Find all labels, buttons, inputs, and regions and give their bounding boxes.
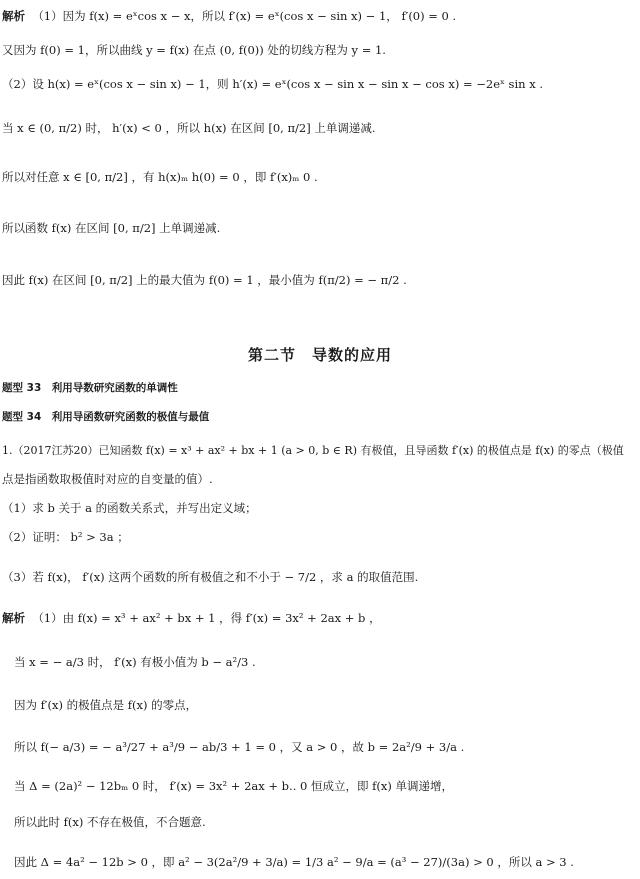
text-line: 所以函数 f(x) 在区间 [0, π/2] 上单调递减. xyxy=(2,221,221,235)
solution-text: （1）由 f(x) = x³ + ax² + bx + 1 ，得 f′(x) = 3x² + 2ax + b ， xyxy=(32,611,381,625)
text-line: 当 x = − a/3 时， f′(x) 有极小值为 b − a²/3 . xyxy=(14,655,256,669)
solution-label: 解析 xyxy=(2,611,25,625)
solution-text: （1）因为 f(x) = eˣcos x − x，所以 f′(x) = eˣ(cos x − sin x) − 1， f′(0) = 0 . xyxy=(32,9,457,23)
text-line: 当 Δ = (2a)² − 12bₘ 0 时， f′(x) = 3x² + 2ax + b.. 0 恒成立，即 f(x) 单调递增， xyxy=(14,779,454,793)
text-line: 因此 Δ = 4a² − 12b > 0 ，即 a² − 3(2a²/9 + 3/a) = 1/3 a² − 9/a = (a³ − 27)/(3a) > 0 ，所以 a > 3 . xyxy=(14,855,574,869)
topic-heading: 题型 33 利用导数研究函数的单调性 xyxy=(2,382,178,394)
text-line: 因为 f′(x) 的极值点是 f(x) 的零点， xyxy=(14,698,198,712)
text-line: 因此 f(x) 在区间 [0, π/2] 上的最大值为 f(0) = 1 ，最小值为 f(π/2) = − π/2 . xyxy=(2,273,407,287)
text-line: 所以 f(− a/3) = − a³/27 + a³/9 − ab/3 + 1 = 0 ，又 a > 0 ，故 b = 2a²/9 + 3/a . xyxy=(14,740,465,754)
problem-statement: 点是指函数取极值时对应的自变量的值）. xyxy=(2,472,213,486)
problem-statement: 1.（2017江苏20）已知函数 f(x) = x³ + ax² + bx + 1 (a > 0, b ∈ R) 有极值，且导函数 f′(x) 的极值点是 f(x) 的零点（极值 xyxy=(2,444,624,457)
solution-paragraph xyxy=(2,9,456,23)
text-line: 所以此时 f(x) 不存在极值，不合题意. xyxy=(14,815,206,829)
solution-label: 解析 xyxy=(2,9,25,23)
problem-part: （3）若 f(x)， f′(x) 这两个函数的所有极值之和不小于 − 7/2 ，求 a 的取值范围. xyxy=(2,570,419,584)
text-line: 所以对任意 x ∈ [0, π/2] ，有 h(x)ₘ h(0) = 0 ，即 f′(x)ₘ 0 . xyxy=(2,170,318,184)
section-title: 第二节 导数的应用 xyxy=(247,346,392,364)
text-line: （2）设 h(x) = eˣ(cos x − sin x) − 1，则 h′(x) = eˣ(cos x − sin x − sin x − cos x) = −2eˣ sin x . xyxy=(2,77,543,91)
text-line: 又因为 f(0) = 1，所以曲线 y = f(x) 在点 (0, f(0)) 处的切线方程为 y = 1. xyxy=(2,43,386,57)
problem-part: （2）证明： b² > 3a ； xyxy=(2,530,129,544)
text-line: 当 x ∈ (0, π/2) 时， h′(x) < 0 ，所以 h(x) 在区间 [0, π/2] 上单调递减. xyxy=(2,121,376,135)
topic-heading: 题型 34 利用导函数研究函数的极值与最值 xyxy=(2,411,210,423)
solution-paragraph xyxy=(2,611,381,625)
problem-part: （1）求 b 关于 a 的函数关系式，并写出定义域； xyxy=(2,501,257,515)
